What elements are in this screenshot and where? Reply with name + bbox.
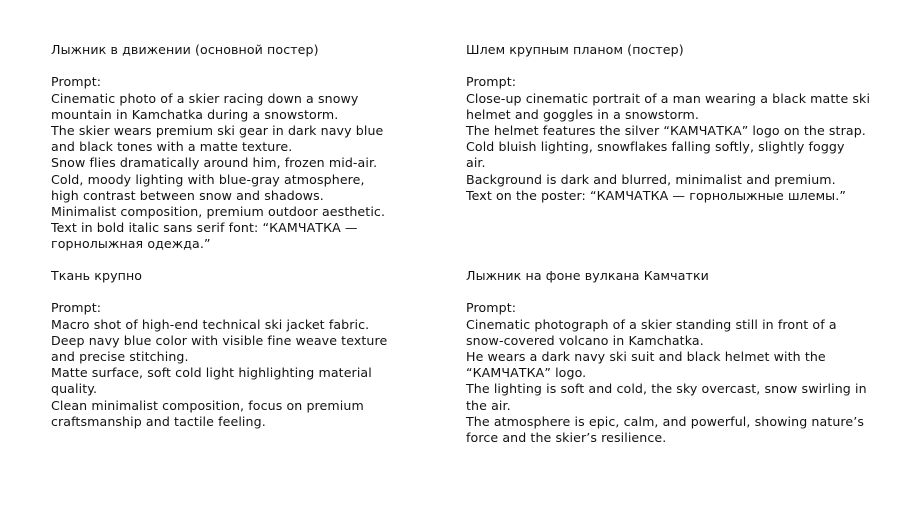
prompt-line: Text in bold italic sans serif font: “КАМЧАТКА —: [51, 220, 358, 236]
prompt-line: Cinematic photo of a skier racing down a snowy: [51, 90, 359, 106]
prompt-line: The lighting is soft and cold, the sky overcast, snow swirling in: [466, 381, 867, 397]
block-title: Ткань крупно: [51, 268, 143, 283]
blank-line: [51, 284, 461, 300]
prompt-block-skier-in-motion: [51, 42, 461, 253]
block-title: Лыжник в движении (основной постер): [51, 42, 319, 57]
prompt-line: Close-up cinematic portrait of a man wearing a black matte ski: [466, 90, 871, 106]
prompt-line: Cinematic photograph of a skier standing still in front of a: [466, 316, 837, 332]
prompt-label: Prompt:: [466, 300, 517, 316]
prompt-line: helmet and goggles in a snowstorm.: [466, 106, 699, 122]
prompt-line: The skier wears premium ski gear in dark navy blue: [51, 123, 384, 138]
prompt-line: quality.: [51, 381, 98, 397]
prompt-line: mountain in Kamchatka during a snowstorm.: [51, 106, 339, 122]
prompt-label: Prompt:: [466, 74, 517, 90]
prompt-line: Macro shot of high-end technical ski jacket fabric.: [51, 316, 370, 332]
prompt-line: Deep navy blue color with visible fine weave texture: [51, 332, 388, 348]
prompt-line: горнолыжная одежда.”: [51, 236, 211, 252]
prompt-line: Snow flies dramatically around him, frozen mid-air.: [51, 155, 378, 171]
prompt-line: Cold, moody lighting with blue-gray atmosphere,: [51, 171, 365, 187]
prompt-line: Matte surface, soft cold light highlighting material: [51, 365, 372, 381]
blank-line: [466, 284, 876, 300]
block-title: Лыжник на фоне вулкана Камчатки: [466, 268, 709, 283]
prompt-line: The atmosphere is epic, calm, and powerful, showing nature’s: [466, 413, 865, 429]
prompt-line: Background is dark and blurred, minimalist and premium.: [466, 171, 836, 187]
prompt-line: high contrast between snow and shadows.: [51, 187, 324, 203]
prompt-line: air.: [466, 155, 486, 171]
prompt-line: “КАМЧАТКА” logo.: [466, 365, 587, 381]
prompt-line: Text on the poster: “КАМЧАТКА — горнолыжные шлемы.”: [466, 187, 846, 203]
prompt-label: Prompt:: [51, 300, 102, 316]
prompt-line: force and the skier’s resilience.: [466, 430, 667, 446]
prompt-line: The helmet features the silver “КАМЧАТКА” logo on the strap.: [466, 123, 866, 138]
blank-line: [51, 58, 461, 74]
prompt-line: craftsmanship and tactile feeling.: [51, 413, 266, 429]
prompt-line: and black tones with a matte texture.: [51, 139, 293, 155]
prompt-line: Clean minimalist composition, focus on premium: [51, 397, 364, 413]
prompt-line: and precise stitching.: [51, 349, 189, 364]
blank-line: [466, 58, 876, 74]
prompt-line: the air.: [466, 397, 511, 413]
prompt-block-fabric-closeup: [51, 268, 461, 430]
prompt-block-helmet-closeup: [466, 42, 876, 204]
prompt-line: Minimalist composition, premium outdoor aesthetic.: [51, 204, 386, 220]
block-title: Шлем крупным планом (постер): [466, 42, 684, 57]
prompt-line: snow-covered volcano in Kamchatka.: [466, 332, 704, 348]
prompt-line: He wears a dark navy ski suit and black helmet with the: [466, 349, 826, 364]
prompt-block-skier-volcano: [466, 268, 876, 446]
prompt-line: Cold bluish lighting, snowflakes falling softly, slightly foggy: [466, 139, 845, 155]
prompt-label: Prompt:: [51, 74, 102, 90]
